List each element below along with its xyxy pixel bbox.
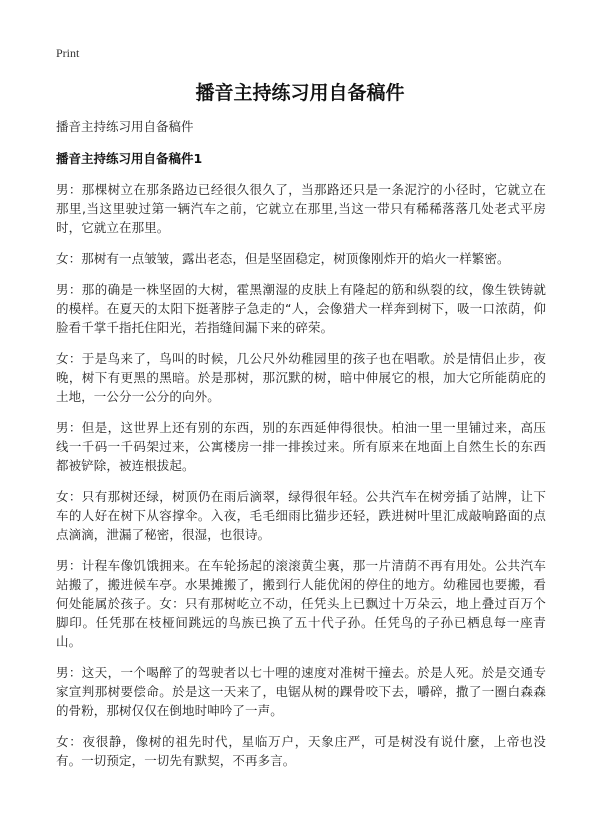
- paragraph: 男：那的确是一株坚固的大树，霍黑潮湿的皮肤上有隆起的筋和纵裂的纹，像生铁铸就的模样。在夏天的太阳下挺著脖子急走的“人，会像猎犬一样奔到树下，吸一口浓荫，仰脸看千掌千指托住阳光，若指缝间漏下来的碎荣。: [56, 282, 546, 335]
- section-heading: 播音主持练习用自备稿件1: [56, 151, 203, 166]
- paragraph: 女：夜很静，像树的祖先时代，星临万户，天象庄严，可是树没有说什麼，上帝也没有。一切预定，一切先有默契，不再多言。: [56, 734, 546, 768]
- paragraph: 女：于是鸟来了，鸟叫的时候，几公尺外幼稚园里的孩子也在唱歌。於是情侣止步，夜晚，树下有更黑的黑暗。於是那树，那沉默的树，暗中伸展它的根，加大它所能荫庇的土地，一公分一公分的向外。: [56, 351, 546, 404]
- page-title: 播音主持练习用自备稿件: [195, 82, 405, 104]
- document-body: [56, 118, 546, 782]
- paragraph: 男：这天，一个喝醉了的驾驶者以七十哩的速度对准树干撞去。於是人死。於是交通专家宣判那树要偿命。於是这一天来了，电锯从树的踝骨咬下去，嚼碎，撒了一圈白森森的骨粉，那树仅仅在倒地时呻吟了一声。: [56, 665, 546, 718]
- document-subtitle: 播音主持练习用自备稿件: [56, 119, 194, 134]
- paragraph: 男：计程车像饥饿拥来。在车轮扬起的滚滚黄尘裏，那一片清荫不再有用处。公共汽车站搬了，搬进候车亭。水果摊搬了，搬到行人能优闲的停住的地方。幼稚园也要搬，看何处能属於孩子。女：只有那树屹立不动，任凭头上已飘过十万朵云，地上叠过百万个脚印。任凭那在枝桠间跳远的鸟族已换了五十代子孙。任凭鸟的子孙已栖息每一座青山。: [56, 558, 546, 649]
- paragraph: 女：那树有一点皱皱，露出老态，但是坚固稳定，树顶像刚炸开的焰火一样繁密。: [56, 251, 510, 266]
- paragraph: 男：那棵树立在那条路边已经很久很久了，当那路还只是一条泥泞的小径时，它就立在那里,当这里驶过第一辆汽车之前，它就立在那里,当这一带只有稀稀落落几处老式平房时，它就立在那里。: [56, 182, 546, 235]
- paragraph: 男：但是，这世界上还有别的东西，别的东西延伸得很快。柏油一里一里铺过来，高压线一千码一千码架过来，公寓楼房一排一排挨过来。所有原来在地面上自然生长的东西都被铲除，被连根拔起。: [56, 420, 546, 473]
- paragraph: 女：只有那树还绿，树顶仍在雨后滴翠，绿得很年轻。公共汽车在树旁插了站牌，让下车的人好在树下从容撑伞。入夜，毛毛细雨比猫步还轻，跌进树叶里汇成敲响路面的点点滴滴，泄漏了秘密，很湿，也很诗。: [56, 489, 546, 542]
- print-link[interactable]: Print: [56, 46, 80, 60]
